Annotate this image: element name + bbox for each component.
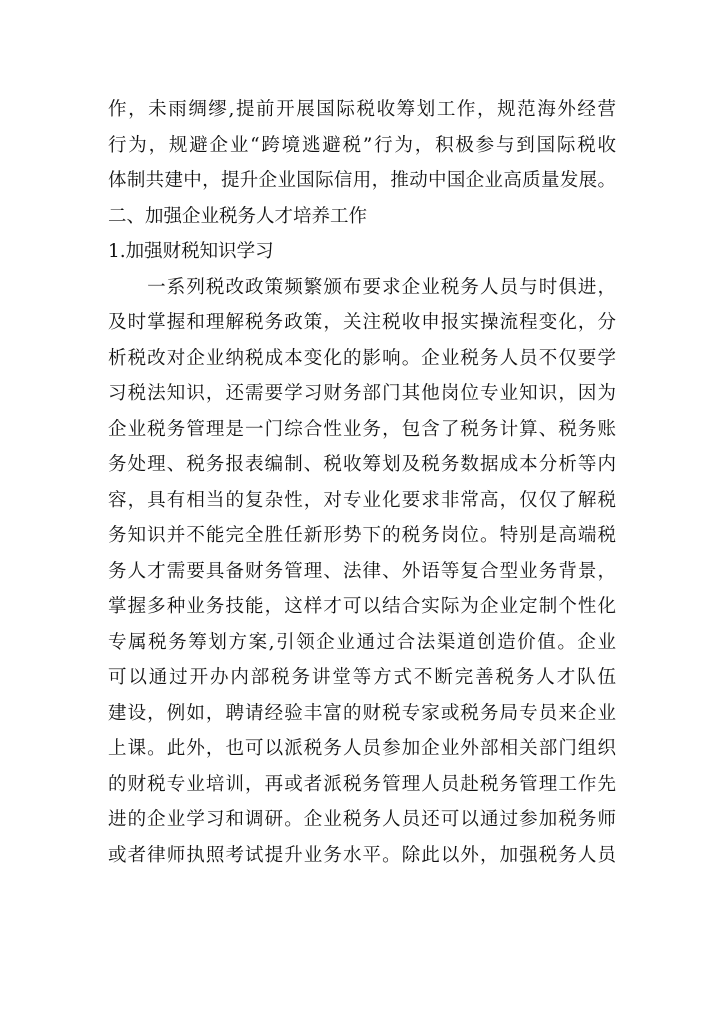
paragraph-line: 作，未雨绸缪,提前开展国际税收筹划工作，规范海外经营 [108, 99, 616, 120]
paragraph-line: 习税法知识，还需要学习财务部门其他岗位专业知识，因为 [108, 383, 616, 404]
paragraph-line: 建设，例如，聘请经验丰富的财税专家或税务局专员来企业 [108, 702, 616, 724]
paragraph-line: 体制共建中，提升企业国际信用，推动中国企业高质量发展。 [108, 170, 616, 191]
paragraph-line: 一系列税改政策频繁颁布要求企业税务人员与时俱进， [108, 276, 616, 298]
paragraph-line: 务处理、税务报表编制、税收筹划及税务数据成本分析等内 [108, 454, 616, 475]
paragraph-line: 析税改对企业纳税成本变化的影响。企业税务人员不仅要学 [108, 347, 616, 369]
paragraph-line: 务人才需要具备财务管理、法律、外语等复合型业务背景， [108, 560, 616, 582]
section-heading: 二、加强企业税务人才培养工作 [108, 205, 368, 227]
paragraph-line: 专属税务筹划方案,引领企业通过合法渠道创造价值。企业 [108, 631, 616, 653]
body-text [108, 92, 616, 873]
paragraph-line: 企业税务管理是一门综合性业务，包含了税务计算、税务账 [108, 418, 616, 440]
paragraph-line: 可以通过开办内部税务讲堂等方式不断完善税务人才队伍 [108, 667, 616, 688]
paragraph-line: 进的企业学习和调研。企业税务人员还可以通过参加税务师 [108, 809, 616, 830]
paragraph-line: 及时掌握和理解税务政策，关注税收申报实操流程变化，分 [108, 312, 616, 333]
paragraph-line: 务知识并不能完全胜任新形势下的税务岗位。特别是高端税 [108, 525, 616, 546]
paragraph-line: 或者律师执照考试提升业务水平。除此以外，加强税务人员 [108, 844, 616, 866]
paragraph-line: 容，具有相当的复杂性，对专业化要求非常高，仅仅了解税 [108, 489, 616, 511]
paragraph-line: 掌握多种业务技能，这样才可以结合实际为企业定制个性化 [108, 596, 616, 617]
paragraph-line: 上课。此外，也可以派税务人员参加企业外部相关部门组织 [108, 738, 616, 759]
subsection-heading: 1.加强财税知识学习 [108, 241, 274, 262]
paragraph-line: 行为，规避企业“跨境逃避税”行为，积极参与到国际税收 [108, 134, 616, 156]
paragraph-line: 的财税专业培训，再或者派税务管理人员赴税务管理工作先 [108, 773, 616, 795]
